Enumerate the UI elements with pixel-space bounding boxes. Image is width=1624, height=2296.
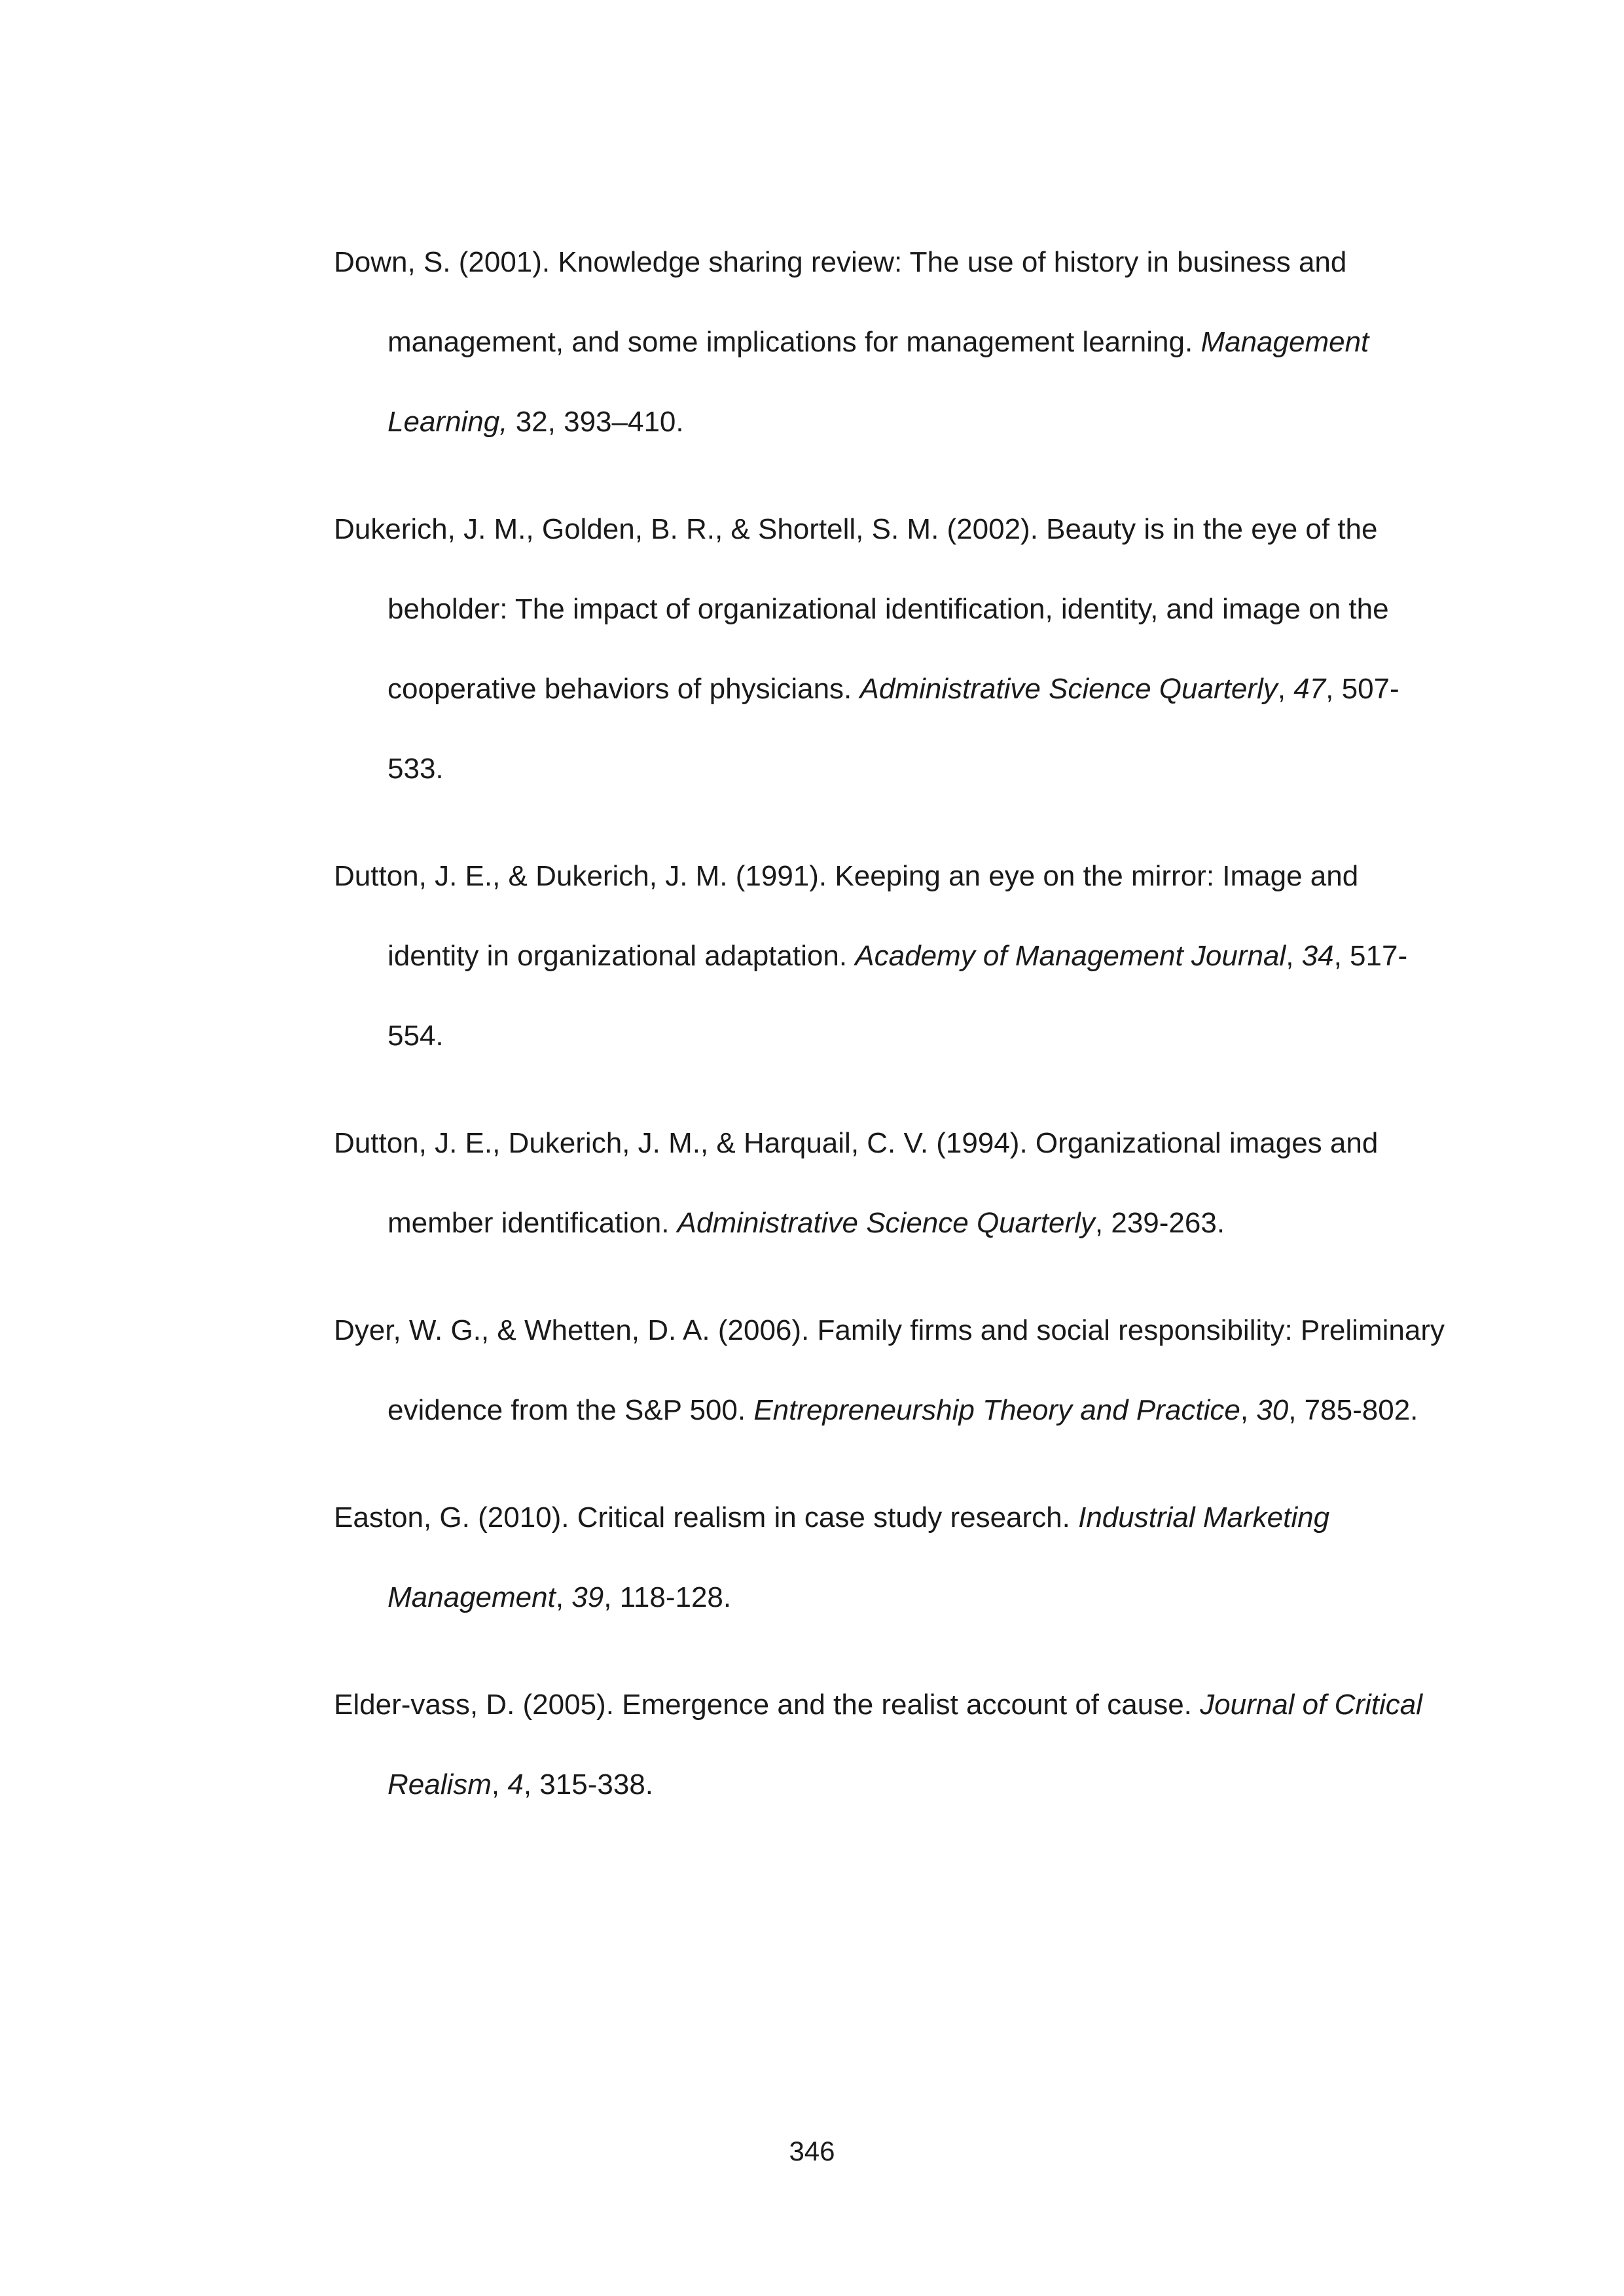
reference-entry (334, 490, 1447, 809)
reference-list (334, 223, 1447, 1852)
reference-journal: Academy of Management Journal (855, 940, 1286, 972)
page-number: 346 (789, 2136, 835, 2166)
reference-journal: Journal of Critical Realism (388, 1689, 1423, 1801)
reference-authors-title: Dukerich, J. M., Golden, B. R., & Shortell, S. M. (2002). Beauty is in the eye of the beholder: The impact of organizational identification, identity, and image on the cooperative behaviors of physicians. (334, 513, 1389, 705)
reference-separator: , (555, 1581, 572, 1613)
reference-pages: , 517-554. (388, 940, 1408, 1052)
reference-entry (334, 836, 1447, 1076)
reference-journal: Administrative Science Quarterly (859, 673, 1278, 705)
reference-volume: 30 (1256, 1394, 1289, 1426)
reference-authors-title: Down, S. (2001). Knowledge sharing review: The use of history in business and management, and some implications for management learning. (334, 246, 1347, 358)
reference-authors-title: Dutton, J. E., Dukerich, J. M., & Harquail, C. V. (1994). Organizational images and member identification. (334, 1127, 1379, 1239)
reference-separator: 32 (507, 406, 548, 438)
reference-entry (334, 1665, 1447, 1825)
reference-journal: Management Learning, (388, 326, 1369, 438)
reference-pages: , 315-338. (523, 1768, 654, 1801)
reference-volume: 47 (1293, 673, 1326, 705)
reference-journal: Entrepreneurship Theory and Practice (753, 1394, 1240, 1426)
reference-entry (334, 1478, 1447, 1638)
reference-separator: , (1277, 673, 1294, 705)
reference-authors-title: Easton, G. (2010). Critical realism in case study research. (334, 1501, 1079, 1534)
reference-journal: Administrative Science Quarterly (677, 1207, 1095, 1239)
reference-pages: , 785-802. (1288, 1394, 1418, 1426)
reference-journal: Industrial Marketing Management (388, 1501, 1330, 1613)
reference-volume: 34 (1301, 940, 1334, 972)
reference-pages: , 239-263. (1094, 1207, 1225, 1239)
reference-authors-title: Dyer, W. G., & Whetten, D. A. (2006). Family firms and social responsibility: Preliminary evidence from the S&P 500. (334, 1314, 1445, 1426)
reference-separator: , (491, 1768, 508, 1801)
reference-authors-title: Dutton, J. E., & Dukerich, J. M. (1991). Keeping an eye on the mirror: Image and identity in organizational adaptation. (334, 860, 1359, 972)
reference-pages: , 393–410. (547, 406, 684, 438)
reference-entry (334, 1103, 1447, 1263)
reference-separator: , (1286, 940, 1302, 972)
reference-separator: , (1240, 1394, 1257, 1426)
reference-authors-title: Elder-vass, D. (2005). Emergence and the realist account of cause. (334, 1689, 1200, 1721)
reference-volume: 4 (507, 1768, 524, 1801)
reference-entry (334, 1291, 1447, 1450)
reference-entry (334, 223, 1447, 462)
reference-pages: , 118-128. (604, 1581, 732, 1613)
reference-volume: 39 (571, 1581, 604, 1613)
reference-pages: , 507-533. (388, 673, 1399, 785)
